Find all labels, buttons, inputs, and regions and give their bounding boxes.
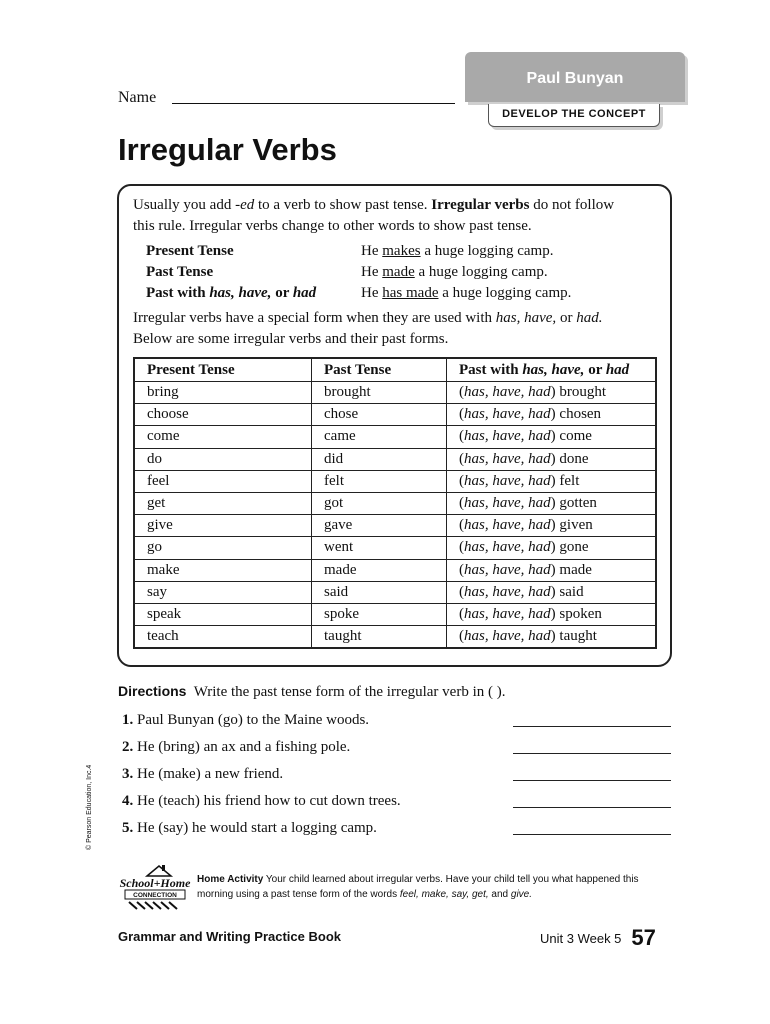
question-2: 2. He (bring) an ax and a fishing pole. (122, 739, 351, 755)
present-cell: do (134, 448, 312, 470)
table-row (134, 448, 656, 470)
header-past: Past Tense (312, 358, 447, 382)
school-home-logo (117, 862, 193, 912)
past-with-cell: (has, have, had) brought (447, 382, 657, 404)
table-row (134, 603, 656, 625)
past-cell: went (312, 537, 447, 559)
question-1: 1. Paul Bunyan (go) to the Maine woods. (122, 712, 370, 728)
past-with-cell: (has, have, had) come (447, 426, 657, 448)
past-with-cell: (has, have, had) gone (447, 537, 657, 559)
name-label: Name (118, 89, 157, 106)
table-row (134, 581, 656, 603)
answer-line-4[interactable] (513, 807, 671, 808)
unit-week: Unit 3 Week 5 (540, 931, 622, 946)
logo-line-2: CONNECTION (133, 892, 177, 899)
table-row (134, 404, 656, 426)
past-cell: said (312, 581, 447, 603)
past-with-cell: (has, have, had) gotten (447, 492, 657, 514)
table-row (134, 470, 656, 492)
past-cell: made (312, 559, 447, 581)
directions (118, 683, 505, 701)
example-label-past: Past Tense (146, 264, 214, 280)
question-3: 3. He (make) a new friend. (122, 766, 284, 782)
answer-line-3[interactable] (513, 780, 671, 781)
past-with-cell: (has, have, had) felt (447, 470, 657, 492)
past-cell: came (312, 426, 447, 448)
present-cell: get (134, 492, 312, 514)
present-cell: teach (134, 626, 312, 649)
table-header-row (134, 358, 656, 382)
page-title: Irregular Verbs (118, 132, 337, 167)
copyright-notice: © Pearson Education, Inc.4 (86, 764, 93, 850)
present-cell: bring (134, 382, 312, 404)
story-title: Paul Bunyan (526, 70, 624, 87)
section-label: DEVELOP THE CONCEPT (488, 104, 660, 127)
past-cell: got (312, 492, 447, 514)
past-cell: gave (312, 515, 447, 537)
book-title: Grammar and Writing Practice Book (118, 929, 341, 944)
answer-line-2[interactable] (513, 753, 671, 754)
logo-line-1: School+Home (119, 876, 191, 890)
past-with-cell: (has, have, had) said (447, 581, 657, 603)
table-row (134, 382, 656, 404)
question-5: 5. He (say) he would start a logging camp. (122, 820, 377, 836)
intro-line-4: Below are some irregular verbs and their past forms. (133, 331, 449, 347)
table-row (134, 559, 656, 581)
present-cell: choose (134, 404, 312, 426)
present-cell: speak (134, 603, 312, 625)
name-line[interactable] (172, 103, 455, 104)
present-cell: feel (134, 470, 312, 492)
present-cell: make (134, 559, 312, 581)
intro-line-3: Irregular verbs have a special form when they are used with has, have, or had. (133, 310, 603, 326)
present-cell: come (134, 426, 312, 448)
directions-text: Write the past tense form of the irregular verb in ( ). (193, 684, 506, 700)
table-row (134, 537, 656, 559)
header-present: Present Tense (134, 358, 312, 382)
example-past: He made a huge logging camp. (361, 264, 548, 280)
past-with-cell: (has, have, had) done (447, 448, 657, 470)
intro-line-2: this rule. Irregular verbs change to other words to show past tense. (133, 218, 532, 234)
past-cell: brought (312, 382, 447, 404)
home-activity: Home Activity Your child learned about irregular verbs. Have your child tell you what happened this morning using a past tense form of the words feel, make, say, get, and give. (197, 874, 639, 900)
example-label-past-with: Past with has, have, or had (146, 285, 317, 301)
past-with-cell: (has, have, had) given (447, 515, 657, 537)
page-number: 57 (631, 925, 656, 950)
past-cell: spoke (312, 603, 447, 625)
table-row (134, 426, 656, 448)
intro-line-1: Usually you add -ed to a verb to show past tense. Irregular verbs do not follow (133, 197, 615, 213)
directions-label: Directions (118, 683, 187, 699)
past-with-cell: (has, have, had) made (447, 559, 657, 581)
past-with-cell: (has, have, had) taught (447, 626, 657, 649)
past-cell: did (312, 448, 447, 470)
past-cell: taught (312, 626, 447, 649)
present-cell: give (134, 515, 312, 537)
table-row (134, 626, 656, 649)
answer-line-1[interactable] (513, 726, 671, 727)
story-tab (465, 52, 685, 102)
example-past-with: He has made a huge logging camp. (361, 285, 572, 301)
table-row (134, 492, 656, 514)
past-cell: chose (312, 404, 447, 426)
past-with-cell: (has, have, had) chosen (447, 404, 657, 426)
header-past-with: Past with has, have, or had (447, 358, 657, 382)
example-label-present: Present Tense (146, 243, 234, 259)
past-with-cell: (has, have, had) spoken (447, 603, 657, 625)
irregular-verbs-table (133, 357, 657, 649)
past-cell: felt (312, 470, 447, 492)
present-cell: say (134, 581, 312, 603)
present-cell: go (134, 537, 312, 559)
example-present: He makes a huge logging camp. (361, 243, 554, 259)
page-footer (540, 925, 656, 951)
answer-line-5[interactable] (513, 834, 671, 835)
table-row (134, 515, 656, 537)
question-4: 4. He (teach) his friend how to cut down trees. (122, 793, 401, 809)
